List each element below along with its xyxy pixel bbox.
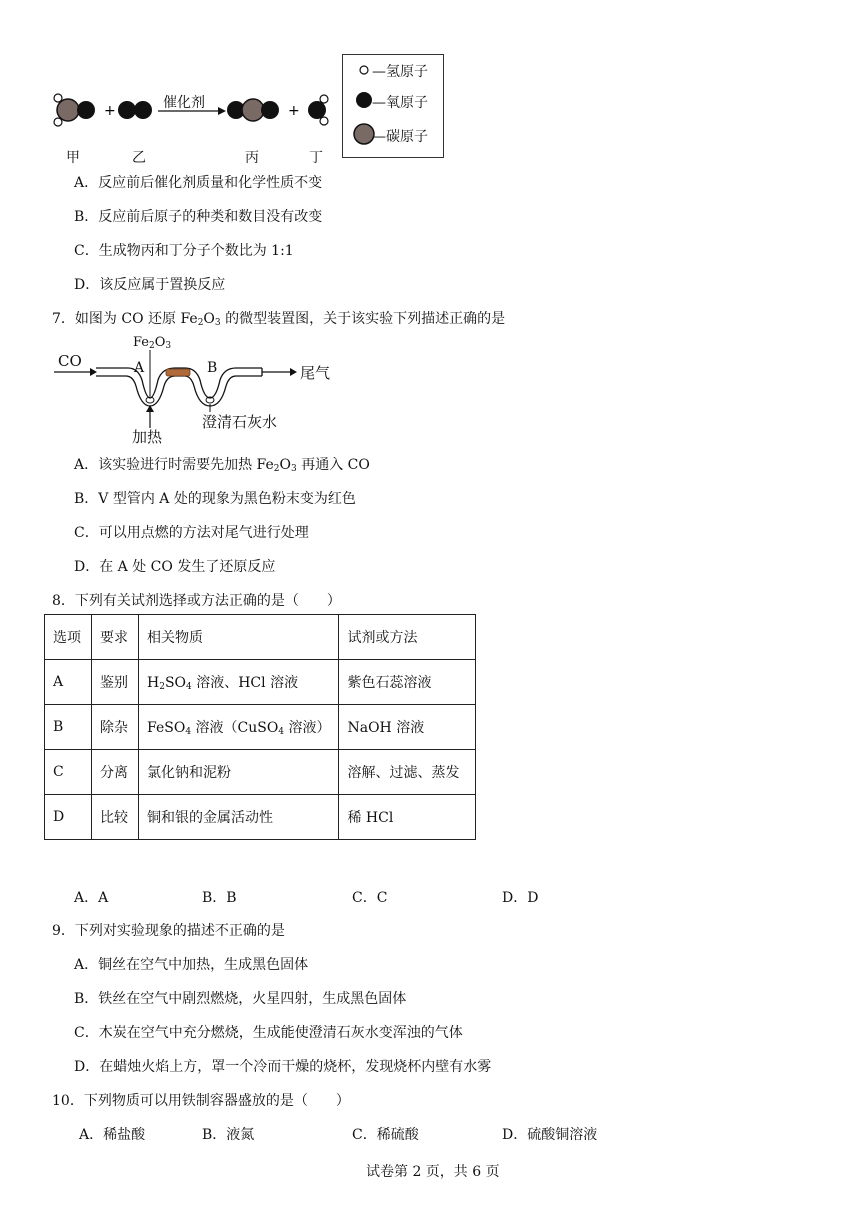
q6-option-a: A．反应前后催化剂质量和化学性质不变 bbox=[74, 175, 323, 191]
q8-option-d: D．D bbox=[502, 890, 539, 906]
table-row bbox=[45, 795, 476, 840]
q8-stem: 8．下列有关试剂选择或方法正确的是（ ） bbox=[52, 593, 341, 609]
q7-option-b: B．V 型管内 A 处的现象为黑色粉末变为红色 bbox=[74, 491, 356, 507]
carbon-atom bbox=[57, 99, 79, 121]
carbon-atom bbox=[354, 124, 374, 144]
fe2o3-label: $Fe_2O_3$ bbox=[133, 335, 172, 351]
v-tube-apparatus bbox=[50, 330, 350, 445]
hydrogen-atom bbox=[360, 66, 368, 74]
label-bing: 丙 bbox=[245, 150, 259, 166]
q8-table bbox=[44, 614, 476, 840]
requirement-cell: 鉴别 bbox=[92, 660, 139, 705]
catalyst-label: 催化剂 bbox=[163, 95, 205, 111]
q9-stem: 9．下列对实验现象的描述不正确的是 bbox=[52, 923, 285, 939]
table-row bbox=[45, 750, 476, 795]
q6-option-b: B．反应前后原子的种类和数目没有改变 bbox=[74, 209, 323, 225]
table-header-row bbox=[45, 615, 476, 660]
label-yi: 乙 bbox=[132, 150, 146, 166]
q9-option-b: B．铁丝在空气中剧烈燃烧，火星四射，生成黑色固体 bbox=[74, 991, 407, 1007]
molecule-yi bbox=[118, 101, 152, 119]
molecule-bing bbox=[227, 99, 279, 121]
point-a-label: A bbox=[134, 360, 145, 376]
substance-cell: FeSO$_4$ 溶液（CuSO$_4$ 溶液） bbox=[139, 705, 339, 750]
q8-option-b: B．B bbox=[202, 890, 237, 906]
method-cell: 稀 HCl bbox=[339, 795, 476, 840]
tail-gas-label: 尾气 bbox=[300, 364, 331, 382]
label-jia: 甲 bbox=[66, 150, 80, 166]
q8-option-c: C．C bbox=[352, 890, 388, 906]
substance-cell: $H_2SO_4$ 溶液、HCl 溶液 bbox=[139, 660, 339, 705]
label-ding: 丁 bbox=[309, 150, 323, 166]
legend-oxygen: —氧原子 bbox=[372, 95, 428, 111]
hydrogen-atom bbox=[54, 118, 62, 126]
requirement-cell: 除杂 bbox=[92, 705, 139, 750]
oxygen-atom bbox=[308, 101, 326, 119]
q9-option-d: D．在蜡烛火焰上方，罩一个冷而干燥的烧杯，发现烧杯内壁有水雾 bbox=[74, 1059, 492, 1075]
hydrogen-atom bbox=[320, 117, 328, 125]
q8-option-a: A．A bbox=[74, 890, 109, 906]
requirement-cell: 分离 bbox=[92, 750, 139, 795]
legend-hydrogen: —氢原子 bbox=[372, 64, 428, 80]
header-cell: 相关物质 bbox=[139, 615, 339, 660]
option-cell: B bbox=[45, 705, 92, 750]
q7-stem: 7．如图为 CO 还原 $Fe_2O_3$ 的微型装置图，关于该实验下列描述正确的是 bbox=[52, 311, 506, 328]
page-footer: 试卷第 2 页，共 6 页 bbox=[366, 1164, 500, 1180]
hydrogen-atom bbox=[54, 94, 62, 102]
header-cell: 要求 bbox=[92, 615, 139, 660]
oxygen-atom bbox=[261, 101, 279, 119]
q6-option-c: C．生成物丙和丁分子个数比为 1:1 bbox=[74, 243, 294, 259]
option-cell: A bbox=[45, 660, 92, 705]
q7-option-d: D．在 A 处 CO 发生了还原反应 bbox=[74, 559, 276, 575]
fe2o3-sample bbox=[166, 369, 190, 376]
table-row bbox=[45, 660, 476, 705]
point-b-label: B bbox=[207, 360, 218, 376]
oxygen-atom bbox=[118, 101, 136, 119]
molecule-ding bbox=[308, 95, 328, 125]
q9-option-a: A．铜丝在空气中加热，生成黑色固体 bbox=[74, 957, 309, 973]
requirement-cell: 比较 bbox=[92, 795, 139, 840]
oxygen-atom bbox=[77, 101, 95, 119]
header-cell: 选项 bbox=[45, 615, 92, 660]
method-cell: 紫色石蕊溶液 bbox=[339, 660, 476, 705]
option-cell: C bbox=[45, 750, 92, 795]
method-cell: NaOH 溶液 bbox=[339, 705, 476, 750]
oxygen-atom bbox=[134, 101, 152, 119]
carbon-atom bbox=[242, 99, 264, 121]
q6-option-d: D．该反应属于置换反应 bbox=[74, 277, 226, 293]
q10-stem: 10．下列物质可以用铁制容器盛放的是（ ） bbox=[52, 1093, 350, 1109]
oxygen-atom bbox=[356, 92, 372, 108]
option-cell: D bbox=[45, 795, 92, 840]
substance-cell: 铜和银的金属活动性 bbox=[139, 795, 339, 840]
limewater-label: 澄清石灰水 bbox=[202, 413, 278, 431]
q7-option-c: C．可以用点燃的方法对尾气进行处理 bbox=[74, 525, 309, 541]
q10-option-d: D．硫酸铜溶液 bbox=[502, 1127, 598, 1143]
hydrogen-atom bbox=[320, 95, 328, 103]
table-row bbox=[45, 705, 476, 750]
q10-option-c: C．稀硫酸 bbox=[352, 1127, 419, 1143]
co-inlet-label: CO bbox=[58, 352, 82, 370]
q10-option-a: A．稀盐酸 bbox=[79, 1127, 146, 1143]
q9-option-c: C．木炭在空气中充分燃烧，生成能使澄清石灰水变浑浊的气体 bbox=[74, 1025, 463, 1041]
substance-cell: 氯化钠和泥粉 bbox=[139, 750, 339, 795]
molecule-jia bbox=[54, 94, 95, 126]
svg-text:+: + bbox=[104, 103, 116, 119]
svg-text:+: + bbox=[288, 103, 300, 119]
q10-option-b: B．液氮 bbox=[202, 1127, 255, 1143]
q7-option-a: A．该实验进行时需要先加热 $Fe_2O_3$ 再通入 CO bbox=[74, 457, 370, 474]
method-cell: 溶解、过滤、蒸发 bbox=[339, 750, 476, 795]
heat-label: 加热 bbox=[132, 428, 163, 446]
legend-carbon: —碳原子 bbox=[372, 129, 428, 145]
header-cell: 试剂或方法 bbox=[339, 615, 476, 660]
